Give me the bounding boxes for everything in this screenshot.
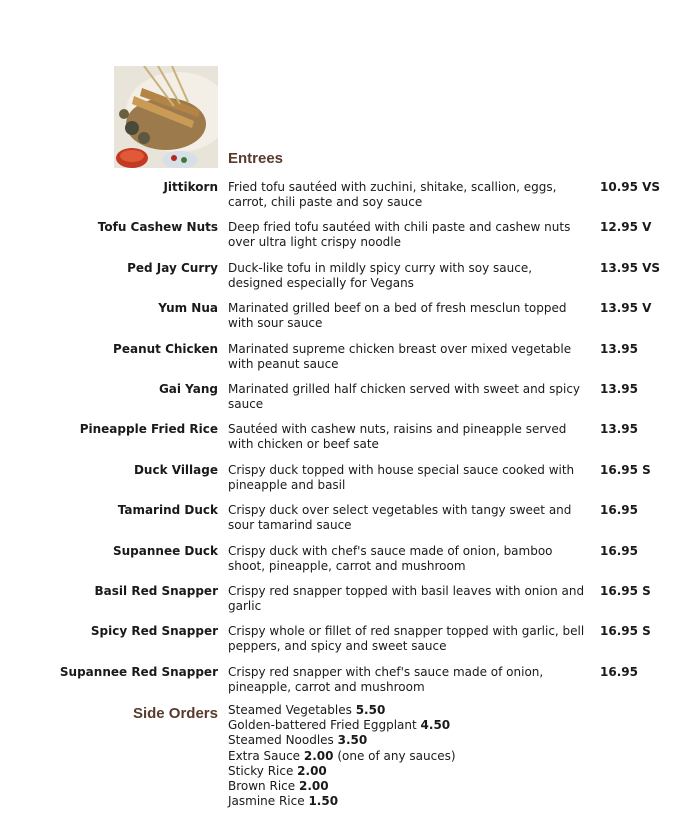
- side-order-name: Brown Rice: [228, 779, 296, 794]
- menu-item-price: 16.95: [600, 664, 638, 679]
- menu-item-desc: Crispy duck topped with house special sauce cooked with pineapple and basil: [228, 462, 575, 492]
- menu-item-price: 16.95: [600, 543, 638, 558]
- menu-item-name: Supannee Red Snapper: [59, 664, 218, 679]
- menu-item-name: Peanut Chicken: [113, 341, 218, 356]
- menu-item: [0, 382, 696, 422]
- menu-item: [0, 665, 696, 705]
- side-order-price: 1.50: [308, 794, 339, 809]
- menu-item: [0, 544, 696, 584]
- menu-item: [0, 624, 696, 664]
- menu-item-name: Supannee Duck: [112, 543, 218, 558]
- menu-item-name: Pineapple Fried Rice: [79, 422, 218, 437]
- menu-item-price: 16.95: [600, 503, 638, 518]
- side-order-note: (one of any sauces): [337, 748, 456, 763]
- menu-item-name: Yum Nua: [158, 301, 218, 316]
- menu-item-desc: Crispy red snapper with chef's sauce made of onion, pineapple, carrot and mushroom: [228, 664, 544, 694]
- side-order-name: Steamed Vegetables: [228, 703, 352, 717]
- side-order-price: 2.00: [297, 763, 327, 778]
- menu-item-name: Tamarind Duck: [117, 503, 218, 518]
- menu-item-name: Jittikorn: [163, 180, 218, 194]
- side-order-name: Jasmine Rice: [228, 794, 305, 809]
- menu-item: [0, 503, 696, 543]
- menu-item: [0, 180, 696, 220]
- side-order-price: 4.50: [420, 718, 451, 733]
- menu-item-name: Gai Yang: [158, 381, 218, 396]
- menu-item-price: 13.95: [600, 381, 638, 396]
- menu-item: [0, 422, 696, 462]
- menu-item-desc: Sautéed with cashew nuts, raisins and pineapple served with chicken or beef sate: [228, 422, 567, 452]
- menu-item-name: Spicy Red Snapper: [90, 624, 218, 639]
- menu-item-desc: Fried tofu sautéed with zuchini, shitake, scallion, eggs, carrot, chili paste and soy sauce: [228, 180, 557, 209]
- menu-item: [0, 220, 696, 260]
- menu-item-price: 13.95: [600, 422, 638, 437]
- menu-item-desc: Crispy duck with chef's sauce made of onion, bamboo shoot, pineapple, carrot and mushroom: [228, 543, 553, 573]
- menu-item: [0, 584, 696, 624]
- side-orders-list: [228, 703, 456, 809]
- side-order-price: 5.50: [355, 703, 386, 717]
- side-order-name: Extra Sauce: [228, 748, 301, 763]
- side-orders-heading: Side Orders: [132, 705, 218, 722]
- menu-item-desc: Marinated supreme chicken breast over mixed vegetable with peanut sauce: [228, 341, 572, 371]
- menu-item-name: Basil Red Snapper: [94, 583, 218, 598]
- entrees-list: [0, 180, 696, 705]
- side-order-name: Steamed Noodles: [228, 733, 334, 748]
- menu-item-price: 16.95 S: [600, 624, 651, 639]
- menu-item-price: 10.95 VS: [600, 180, 661, 194]
- dish-photo: [114, 66, 218, 168]
- side-order-name: Golden-battered Fried Eggplant: [228, 718, 417, 733]
- menu-item-price: 13.95: [600, 341, 638, 356]
- side-order-item: [228, 764, 456, 779]
- menu-item-price: 13.95 VS: [600, 260, 661, 275]
- menu-item: [0, 463, 696, 503]
- menu-item-desc: Marinated grilled half chicken served with sweet and spicy sauce: [228, 381, 581, 411]
- menu-item-desc: Crispy duck over select vegetables with tangy sweet and sour tamarind sauce: [228, 503, 572, 533]
- side-order-item: [228, 749, 456, 764]
- side-order-price: 2.00: [298, 779, 329, 794]
- menu-item-desc: Duck-like tofu in mildly spicy curry with soy sauce, designed especially for Vegans: [228, 260, 533, 290]
- menu-item-name: Tofu Cashew Nuts: [97, 220, 218, 235]
- side-order-item: [228, 703, 456, 718]
- menu-item-desc: Crispy whole or fillet of red snapper topped with garlic, bell peppers, and spicy and sweet sauce: [228, 624, 585, 654]
- menu-item-name: Ped Jay Curry: [127, 260, 218, 275]
- menu-item: [0, 301, 696, 341]
- side-order-price: 3.50: [337, 733, 368, 748]
- side-order-item: [228, 733, 456, 748]
- menu-item-desc: Marinated grilled beef on a bed of fresh mesclun topped with sour sauce: [228, 301, 567, 331]
- side-order-item: [228, 779, 456, 794]
- entrees-heading: Entrees: [228, 150, 284, 167]
- menu-item-price: 12.95 V: [600, 220, 652, 235]
- menu-item-desc: Deep fried tofu sautéed with chili paste and cashew nuts over ultra light crispy noodle: [228, 220, 571, 250]
- menu-item-price: 16.95 S: [600, 462, 651, 477]
- side-order-item: [228, 794, 456, 809]
- menu-item: [0, 261, 696, 301]
- menu-item-price: 16.95 S: [600, 583, 651, 598]
- side-order-name: Sticky Rice: [228, 763, 294, 778]
- side-order-item: [228, 718, 456, 733]
- menu-item-desc: Crispy red snapper topped with basil leaves with onion and garlic: [228, 583, 585, 613]
- side-order-price: 2.00: [303, 748, 334, 763]
- menu-item-price: 13.95 V: [600, 301, 652, 316]
- menu-item: [0, 342, 696, 382]
- menu-item-name: Duck Village: [133, 462, 218, 477]
